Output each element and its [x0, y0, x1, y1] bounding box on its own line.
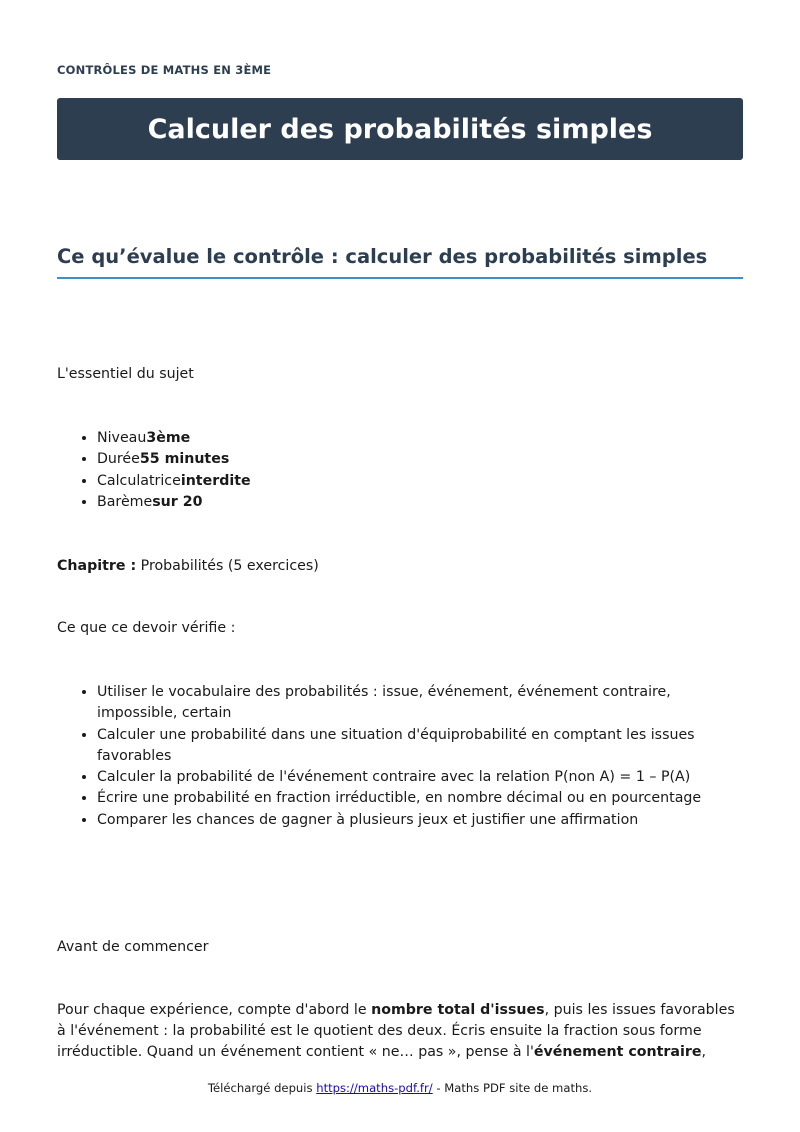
footer-suffix: - Maths PDF site de maths. [432, 1081, 593, 1095]
title-banner [57, 98, 743, 160]
item-label: Calculatrice [97, 472, 181, 489]
essentiel-item-duree [97, 449, 743, 470]
avant-text: , puis les issues favorables à l'événement : la probabilité est le quotient des deux. Écris ensuite la fraction sous forme irréductible. Quand un événement contient « ne… pas », pense à l' [57, 1002, 735, 1060]
verifie-item: • Calculer une probabilité dans une situation d'équiprobabilité en comptant les issues favorables [97, 725, 743, 768]
footer-prefix: Téléchargé depuis [207, 1081, 317, 1095]
item-label: Durée [97, 451, 140, 468]
section-title: Ce qu’évalue le contrôle : calculer des probabilités simples [57, 245, 743, 279]
item-value: 55 minutes [139, 451, 230, 468]
item-label: Niveau [97, 430, 147, 446]
avant-text: Pour chaque expérience, compte d'abord le [57, 1002, 372, 1018]
essentiel-heading: L'essentiel du sujet [57, 366, 194, 382]
essentiel-list [57, 428, 743, 513]
verifie-list [57, 682, 743, 831]
verifie-item: • Comparer les chances de gagner à plusieurs jeux et justifier une affirmation [97, 810, 743, 831]
essentiel-item-bareme [97, 492, 743, 513]
verifie-item: • Calculer la probabilité de l'événement contraire avec la relation P(non A) = 1 – P(A) [97, 767, 743, 788]
avant-bold: nombre total d'issues [371, 1002, 545, 1018]
page-title: Calculer des probabilités simples [147, 113, 653, 145]
item-label: Barème [97, 493, 153, 510]
document-kicker: CONTRÔLES DE MATHS EN 3ÈME [57, 63, 272, 77]
avant-text: , [701, 1044, 706, 1060]
item-value: sur 20 [152, 493, 203, 510]
verifie-item: • Utiliser le vocabulaire des probabilités : issue, événement, événement contraire, impossible, certain [97, 682, 743, 725]
chapitre-value: Probabilités (5 exercices) [136, 558, 319, 574]
item-value: 3ème [146, 430, 191, 446]
verifie-item: • Écrire une probabilité en fraction irréductible, en nombre décimal ou en pourcentage [97, 788, 743, 809]
avant-bold: événement contraire [533, 1044, 702, 1060]
essentiel-item-niveau [97, 428, 743, 449]
avant-paragraph [57, 1000, 743, 1063]
chapitre-line [57, 556, 743, 577]
item-value: interdite [180, 472, 251, 489]
essentiel-item-calculatrice [97, 471, 743, 492]
verifie-heading: Ce que ce devoir vérifie : [57, 620, 236, 636]
chapitre-label: Chapitre : [57, 558, 137, 574]
avant-heading: Avant de commencer [57, 939, 209, 955]
footer-link[interactable]: https://maths-pdf.fr/ [316, 1081, 433, 1095]
footer [0, 1081, 800, 1095]
